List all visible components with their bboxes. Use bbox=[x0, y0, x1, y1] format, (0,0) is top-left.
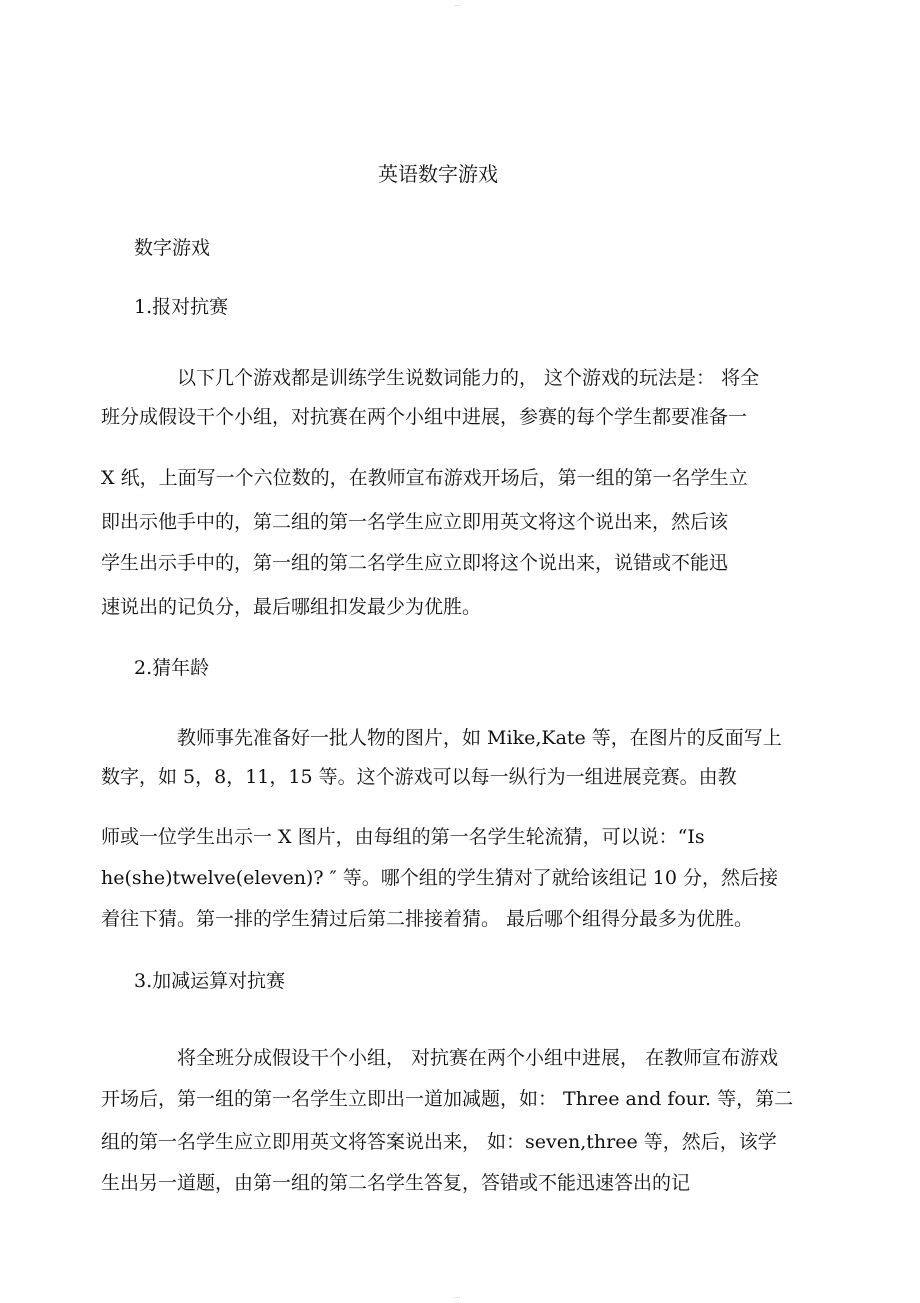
page-bottom-mark: ... bbox=[455, 1294, 461, 1300]
paragraph-line: 将全班分成假设干个小组， 对抗赛在两个小组中进展， 在教师宣布游戏 bbox=[177, 1047, 779, 1069]
paragraph-line: 以下几个游戏都是训练学生说数词能力的， 这个游戏的玩法是： 将全 bbox=[177, 367, 760, 389]
game-heading-2: 2.猜年龄 bbox=[134, 657, 210, 679]
paragraph-line: he(she)twelve(eleven)? ″ 等。哪个组的学生猜对了就给该组记 10 分，然后接 bbox=[101, 867, 778, 889]
paragraph-line: 班分成假设干个小组，对抗赛在两个小组中进展，参赛的每个学生都要准备一 bbox=[101, 406, 748, 428]
page-top-mark: ... bbox=[455, 2, 461, 8]
game-heading-1: 1.报对抗赛 bbox=[134, 296, 229, 318]
paragraph-line: 学生出示手中的，第一组的第二名学生应立即将这个说出来，说错或不能迅 bbox=[101, 552, 729, 574]
paragraph-line: 开场后，第一组的第一名学生立即出一道加减题，如： Three and four. 等，第二 bbox=[101, 1088, 794, 1110]
paragraph-line: 生出另一道题，由第一组的第二名学生答复，答错或不能迅速答出的记 bbox=[101, 1172, 691, 1194]
paragraph-line: X 纸，上面写一个六位数的，在教师宣布游戏开场后，第一组的第一名学生立 bbox=[101, 467, 748, 489]
paragraph-line: 数字，如 5，8，11，15 等。这个游戏可以每一纵行为一组进展竞赛。由教 bbox=[101, 766, 737, 788]
paragraph-line: 即出示他手中的，第二组的第一名学生应立即用英文将这个说出来，然后该 bbox=[101, 511, 729, 533]
document-title: 英语数字游戏 bbox=[378, 162, 498, 186]
game-heading-3: 3.加减运算对抗赛 bbox=[134, 970, 286, 992]
section-heading: 数字游戏 bbox=[134, 237, 211, 259]
paragraph-line: 教师事先准备好一批人物的图片，如 Mike,Kate 等，在图片的反面写上 bbox=[177, 727, 782, 749]
paragraph-line: 师或一位学生出示一 X 图片，由每组的第一名学生轮流猜，可以说：“Is bbox=[101, 826, 705, 848]
paragraph-line: 着往下猜。第一排的学生猜过后第二排接着猜。 最后哪个组得分最多为优胜。 bbox=[101, 908, 754, 930]
paragraph-line: 速说出的记负分，最后哪组扣发最少为优胜。 bbox=[101, 596, 482, 618]
paragraph-line: 组的第一名学生应立即用英文将答案说出来， 如：seven,three 等，然后，该学 bbox=[101, 1131, 777, 1153]
